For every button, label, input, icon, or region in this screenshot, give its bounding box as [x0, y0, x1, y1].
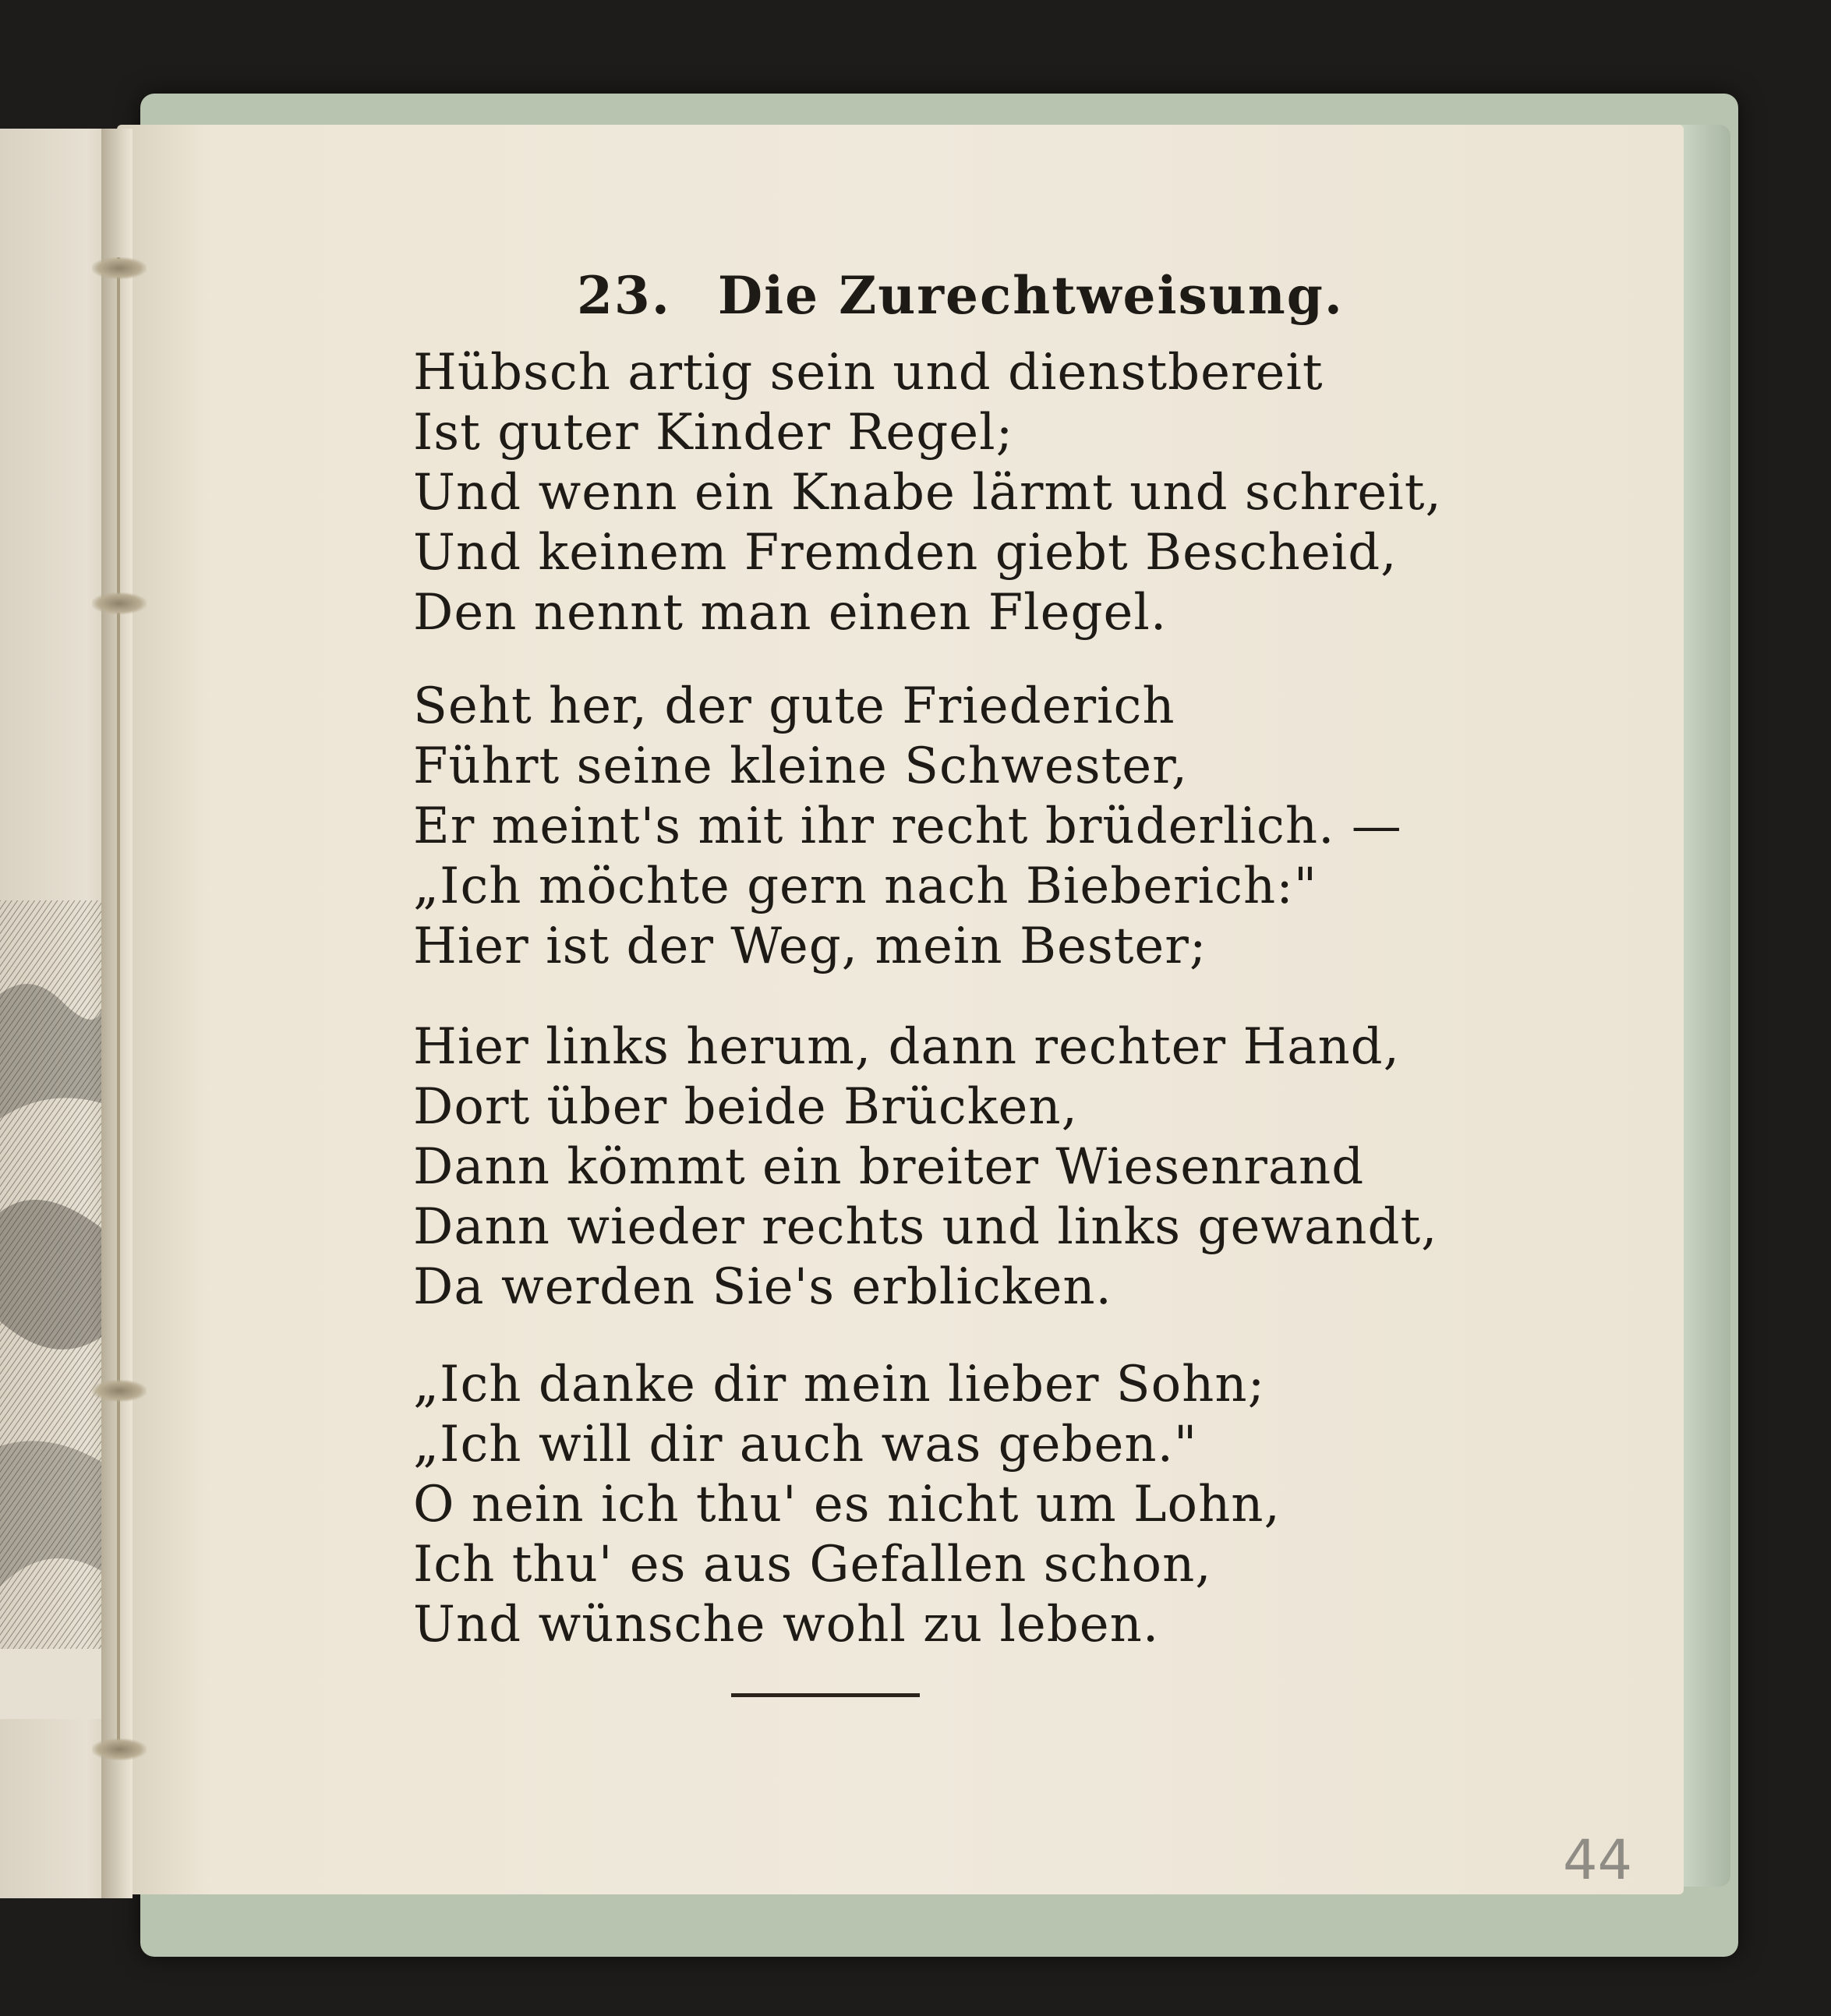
poem-number: 23.: [577, 265, 671, 326]
verse-line: Ich thu' es aus Gefallen schon,: [413, 1536, 1212, 1593]
verse-line: Führt seine kleine Schwester,: [413, 737, 1189, 795]
verse-line: O nein ich thu' es nicht um Lohn,: [413, 1476, 1281, 1533]
verse-line: Und wünsche wohl zu leben.: [413, 1596, 1160, 1653]
verse-line: Hier ist der Weg, mein Bester;: [413, 918, 1207, 975]
verse-line: Seht her, der gute Friederich: [413, 677, 1175, 735]
verse-line: Dann kömmt ein breiter Wiesenrand: [413, 1138, 1365, 1196]
stanza-3: [413, 1017, 1438, 1317]
binding-stitch: [92, 1380, 147, 1402]
verse-line: Dort über beide Brücken,: [413, 1078, 1078, 1136]
page-number: 44: [1563, 1828, 1633, 1892]
verse-line: „Ich will dir auch was geben.": [413, 1416, 1198, 1473]
verse-line: Hübsch artig sein und dienstbereit: [413, 344, 1324, 401]
binding-thread: [117, 257, 120, 1754]
verse-line: Er meint's mit ihr recht brüderlich. —: [413, 798, 1402, 855]
verse-line: „Ich danke dir mein lieber Sohn;: [413, 1356, 1266, 1413]
stanza-4: [413, 1355, 1349, 1655]
engraving-illustration: [0, 900, 101, 1719]
poem-heading: [577, 265, 1344, 326]
verse-line: Und wenn ein Knabe lärmt und schreit,: [413, 464, 1442, 522]
stanza-1: [413, 343, 1442, 643]
binding-stitch: [92, 592, 147, 614]
stanza-2: [413, 677, 1402, 977]
verse-line: Und keinem Fremden giebt Bescheid,: [413, 524, 1398, 582]
cover-edge: [1676, 125, 1730, 1887]
verse-line: „Ich möchte gern nach Bieberich:": [413, 858, 1318, 915]
verse-line: Dann wieder rechts und links gewandt,: [413, 1198, 1438, 1256]
verse-line: Den nennt man einen Flegel.: [413, 584, 1168, 642]
poem-title: Die Zurechtweisung.: [717, 265, 1344, 326]
verse-line: Ist guter Kinder Regel;: [413, 404, 1014, 462]
end-rule: [731, 1693, 920, 1697]
binding-stitch: [92, 257, 147, 279]
verse-line: Hier links herum, dann rechter Hand,: [413, 1018, 1400, 1076]
binding-stitch: [92, 1738, 147, 1760]
verse-line: Da werden Sie's erblicken.: [413, 1258, 1112, 1316]
